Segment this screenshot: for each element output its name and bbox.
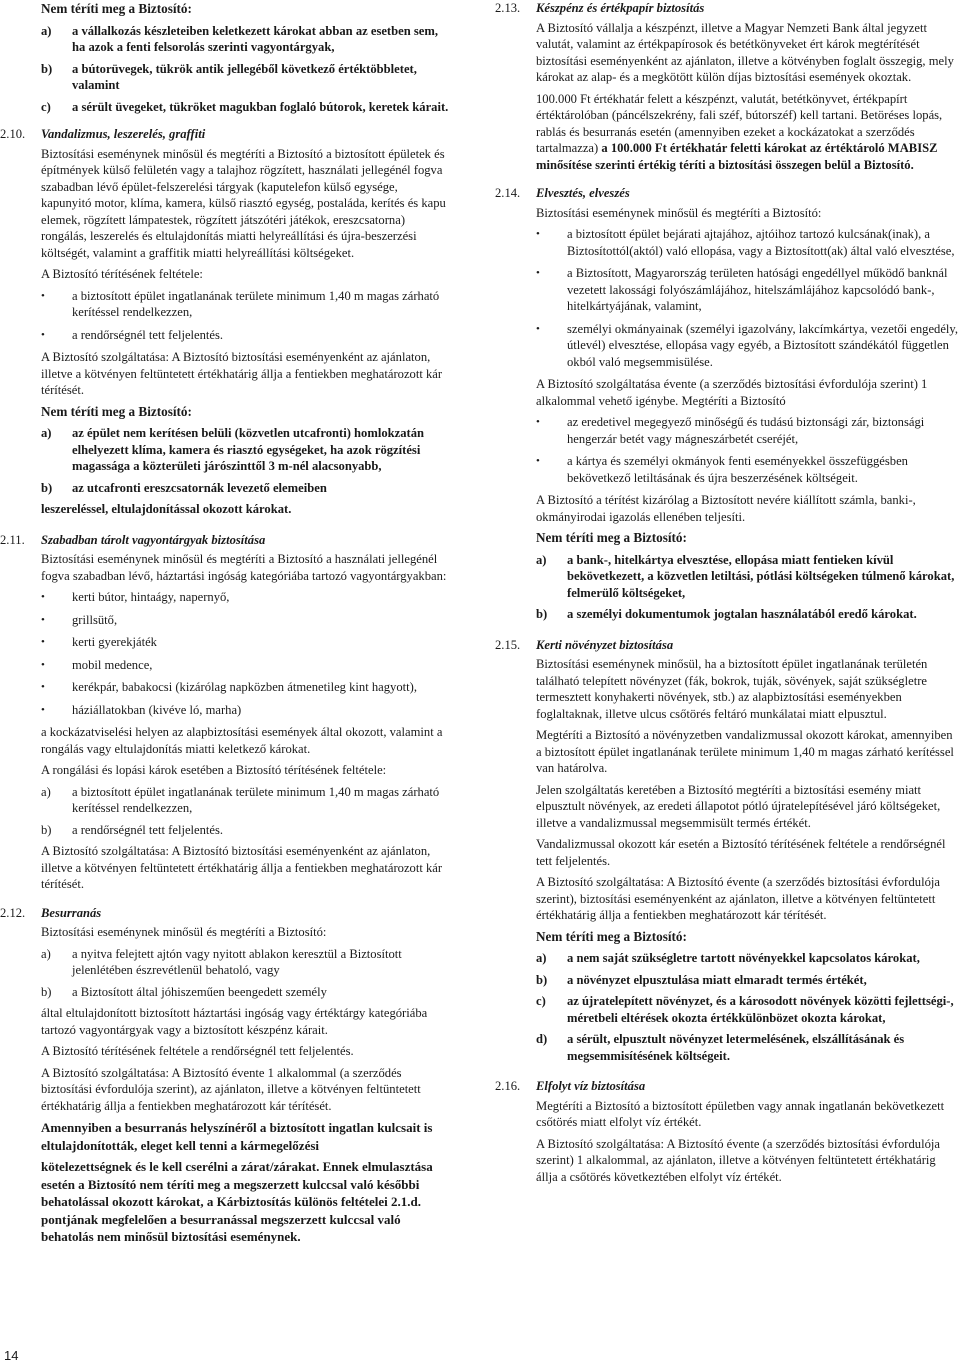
section-heading-2-11: 2.11. Szabadban tárolt vagyontárgyak biztosítása — [0, 532, 266, 547]
bullet-item: • személyi okmányainak (személyi igazolvány, lakcímkártya, vezetői engedély, útlevél) elvesztése, ellopása vagy egyéb, a Biztosított szándékától független okból való megsemmisülése. — [536, 321, 959, 369]
section-heading-2-13: 2.13. Készpénz és értékpapír biztosítás — [495, 1, 705, 15]
bullet-item: • a biztosított épület ingatlanának területe minimum 1,40 m magas zárható kerítéssel rendelkezzen, — [41, 288, 440, 319]
exclusion-item: b) a bútorüvegek, tükrök antik jellegéből következő értéktöbbletet, valamint — [41, 61, 417, 92]
paragraph: Biztosítási eseménynek minősül és megtéríti a Biztosító a használati jellegénél fogva szabadban lévő, háztartási ingóság kategóriába tartozó vagyontárgyakban: — [41, 552, 447, 583]
bullet-item: • grillsütő, — [41, 612, 118, 627]
paragraph: A Biztosító térítésének feltétele: — [41, 267, 203, 281]
paragraph: a kockázatviselési helyen az alapbiztosítási események által okozott, valamint a rongálás vagy eltulajdonítás miatti keletkező károkat. — [41, 725, 443, 756]
section-heading-2-10: 2.10. Vandalizmus, leszerelés, graffiti — [0, 127, 206, 141]
exclusion-item: a) a vállalkozás készleteiben keletkezett károkat abban az esetben sem, ha azok a fenti felsorolás szerinti vagyontárgyak, — [41, 23, 438, 54]
bullet-icon: • — [536, 267, 540, 279]
bullet-icon: • — [536, 228, 540, 240]
paragraph: Biztosítási eseménynek minősül, ha a biztosított épület ingatlanának területén található telepített növényzet (fák, bokrok, tuják, sövények, saját szükségletre termesztett konyhakerti növények, stb.) az alapbiztosítási eseményekben foglaltaknak, illetve ulcus csőtörés feltáró munkálatai miatt elpusztul. — [536, 657, 928, 721]
exclusions-header: Nem téríti meg a Biztosító: — [41, 1, 192, 16]
page-number: 14 — [4, 1348, 19, 1363]
exclusion-item: a) a bank-, hitelkártya elvesztése, ellopása miatt fentieken kívül bekövetkezett, a közvetlen letiltási, pótlási költségeken túlmenő károkat, felmerülő költségeket, — [536, 552, 955, 600]
bullet-icon: • — [536, 416, 540, 428]
exclusions-header: Nem téríti meg a Biztosító: — [41, 403, 192, 419]
exclusion-item: c) a sérült üvegeket, tükröket magukban foglaló bútorok, keretek kárait. — [41, 99, 449, 114]
bullet-item: • kerékpár, babakocsi (kizárólag napközben átmenetileg kint hagyott), — [41, 680, 417, 694]
bullet-item: • kerti bútor, hintaágy, napernyő, — [41, 590, 230, 604]
bold-paragraph: kötelezettségnek és le kell cserélni a zárat/zárakat. Ennek elmulasztása esetén a Biztosító nem téríti meg a megszerzett kulccsal való későbbi behatolással okozott károkat, a Kárbiztosítás különös feltételei 2.1.d. pontjának megfelelően a besurranással megszerzett kulccsal való behatolás nem minősül biztosítási eseménynek. — [41, 1159, 433, 1244]
section-heading-2-16: 2.16. Elfolyt víz biztosítása — [495, 1079, 646, 1093]
paragraph: A Biztosító a térítést kizárólag a Biztosított nevére kiállított számla, banki-, okmányirodai igazolás ellenében teljesíti. — [536, 493, 916, 524]
paragraph: Jelen szolgáltatás keretében a Biztosító megtéríti a biztosítási esemény miatt elpusztult növények, az eredeti állapotot pótló újratelepítésével járó költségeket, illetve a vandalizmussal megsemmisült termés értékét. — [536, 782, 941, 830]
paragraph: A Biztosító térítésének feltétele a rendőrségnél tett feljelentés. — [41, 1044, 354, 1058]
paragraph: által eltulajdonított biztosított háztartási ingóság vagy értéktárgy kategóriába tartozó vagyontárgyak vagy a biztosított készpénz kárait. — [41, 1006, 428, 1037]
exclusion-item: b) a személyi dokumentumok jogtalan használatából eredő károkat. — [536, 607, 917, 621]
paragraph: leszereléssel, eltulajdonítással okozott károkat. — [41, 502, 292, 516]
bold-paragraph: Amennyiben a besurranás helyszínéről a biztosított ingatlan kulcsait is eltulajdonították, eleget kell tenni a kármegelőzési — [41, 1120, 433, 1153]
paragraph: Megtéríti a Biztosító a biztosított épületben vagy annak ingatlanán bekövetkezett csőtörés miatt elfolyt víz értékét. — [536, 1098, 945, 1129]
list-item: a) a nyitva felejtett ajtón vagy nyitott ablakon keresztül a Biztosított jelenlétében észrevétlenül behatoló, vagy — [41, 946, 402, 977]
exclusion-item: d) a sérült, elpusztult növényzet letermelésének, elszállításának és megsemmisítésének költségeit. — [536, 1032, 905, 1063]
paragraph: A Biztosító szolgáltatása évente (a szerződés biztosítási évfordulója szerint) 1 alkalommal vehető igénybe. Megtéríti a Biztosító — [536, 377, 928, 408]
list-item: a) a biztosított épület ingatlanának területe minimum 1,40 m magas zárható kerítéssel rendelkezzen, — [41, 784, 440, 815]
paragraph: Megtéríti a Biztosító a növényzetben vandalizmussal okozott károkat, amennyiben a biztosított épület ingatlanának területe minimum 1,40 m magas zárható kerítéssel van határolva. — [536, 728, 954, 775]
paragraph: Biztosítási eseménynek minősül és megtéríti a Biztosító a biztosított épületek és építmények külső felületén vagy a talajhoz rögzített, használati jellegénél fogva szabadban lévő épület-felszerelési tárgyak (kaputelefon külső egysége, kapunyitó motor, klíma, kamera, külső riasztó egység, postaláda, kerítés és kapu elemek, rögzített lámpatestek, rögzített játszótéri játékok, ereszcsatorna) rongálás, leszerelés és eltulajdonítás miatti helyreállítási és újra-beszerzési költségét, valamint a graffitik miatti helyreállítási költségeket. — [41, 146, 446, 260]
bullet-item: • mobil medence, — [41, 657, 153, 672]
bullet-icon: • — [41, 636, 45, 648]
bullet-icon: • — [536, 322, 540, 335]
paragraph: Biztosítási eseménynek minősül és megtéríti a Biztosító: — [536, 205, 822, 220]
bullet-icon: • — [41, 681, 45, 693]
paragraph: A Biztosító szolgáltatása: A Biztosító biztosítási eseményenként az ajánlaton, illetve a kötvényen feltüntetett értékhatárig állja a fentiekben meghatározott kár térítését. — [41, 844, 443, 891]
section-heading-2-15: 2.15. Kerti növényzet biztosítása — [495, 637, 674, 652]
paragraph: Vandalizmussal okozott kár esetén a Biztosító térítésének feltétele a rendőrségnél tett feljelentés. — [536, 837, 946, 868]
bullet-item: • háziállatokban (kivéve ló, marha) — [41, 702, 242, 717]
paragraph: A Biztosító szolgáltatása: A Biztosító évente (a szerződés biztosítási évfordulója szerint) 1 alkalommal, az ajánlaton, illetve a kötvényen feltüntetett értékhatárig állja a csőtörés következtében elfolyt víz értékét. — [536, 1136, 940, 1184]
exclusions-header: Nem téríti meg a Biztosító: — [536, 530, 687, 545]
bullet-item: • az eredetivel megegyező minőségű és tudású biztonsági zár, biztonsági hengerzár betét vagy mágneszárbetét cseréjét, — [536, 415, 925, 446]
bullet-item: • kerti gyerekjáték — [41, 635, 157, 649]
bullet-item: • a rendőrségnél tett feljelentés. — [41, 327, 224, 342]
paragraph: A rongálási és lopási károk esetében a Biztosító térítésének feltétele: — [41, 763, 387, 777]
bullet-icon: • — [41, 289, 45, 302]
bullet-icon: • — [41, 328, 45, 341]
paragraph: 100.000 Ft értékhatár felett a készpénzt, valutát, betétkönyvet, értékpapírt értéktárolóban (páncélszekrény, fali széf, bútorszéf) kell tartani. Betöréses lopás, rablás és besurranás esetén (amennyiben ezeket a kockázatokat a szerződés tartalmazza) a 100.000 Ft értékhatár feletti károkat az értéktároló MABISZ minősítése szerinti értékig téríti a biztosítási összegen belül a Biztosító. — [536, 91, 943, 172]
exclusion-item: b) az utcafronti ereszcsatornák levezető elemeiben — [41, 480, 327, 495]
bullet-item: • a kártya és személyi okmányok fenti eseményekkel összefüggésben bekövetkező letiltásának és újra beszerzésének költségeit. — [536, 454, 908, 485]
exclusion-item: c) az újratelepített növényzet, és a károsodott növények közötti fejlettségi-, méretbeli eltérések okozta értékkülönbözet okozta károkat, — [536, 994, 954, 1025]
exclusion-item: a) a nem saját szükségletre tartott növényekkel kapcsolatos károkat, — [536, 951, 920, 965]
paragraph: A Biztosító szolgáltatása: A Biztosító biztosítási eseményenként az ajánlaton, illetve a kötvényen feltüntetett értékhatárig állja a fentiekben meghatározott kár térítését. — [41, 350, 443, 397]
paragraph: A Biztosító szolgáltatása: A Biztosító évente (a szerződés biztosítási évfordulója szerint), biztosítási eseményenként az ajánlaton, illetve a kötvényen feltüntetett értékhatárig állja a fentiekben meghatározott kár térítését. — [536, 875, 940, 922]
bullet-icon: • — [41, 703, 45, 716]
right-column — [495, 0, 960, 1190]
paragraph: A Biztosító szolgáltatása: A Biztosító évente 1 alkalommal (a szerződés biztosítási évfordulója szerint), az ajánlaton, illetve a kötvényen feltüntetett értékhatárig állja a fentiekben meghatározott kár térítését. — [41, 1065, 421, 1113]
bullet-item: • a Biztosított, Magyarország területen hatósági engedéllyel működő banknál vezetett lakossági folyószámlájához, hitelszámlájához kapcsolódó bank-, hitelkártyájának, valamint, — [536, 266, 948, 313]
list-item: b) a Biztosított által jóhiszeműen beengedett személy — [41, 984, 327, 999]
left-column — [0, 0, 450, 1250]
bullet-icon: • — [41, 658, 45, 671]
list-item: b) a rendőrségnél tett feljelentés. — [41, 822, 224, 837]
exclusion-item: b) a növényzet elpusztulása miatt elmaradt termés értékét, — [536, 972, 867, 987]
section-heading-2-12: 2.12. Besurranás — [0, 905, 102, 920]
bullet-item: • a biztosított épület bejárati ajtajához, ajtóihoz tartozó kulcsának(inak), a Biztosítottól(aktól) való ellopása, vagy a Biztosított(ak) által való elvesztése, — [536, 227, 955, 258]
bullet-icon: • — [41, 613, 45, 626]
exclusions-header: Nem téríti meg a Biztosító: — [536, 928, 687, 944]
bullet-icon: • — [41, 591, 45, 603]
exclusion-item: a) az épület nem kerítésen belüli (közvetlen utcafronti) homlokzatán elhelyezett klíma, kamera és riasztó egységeket, ha azok rögzítési magassága a közterületi járószinttől 3 m-nél alacsonyabb, — [41, 426, 425, 473]
paragraph: A Biztosító vállalja a készpénzt, illetve a Magyar Nemzeti Bank által jegyzett valutát, valamint az értékpapírosok és betétkönyveket ért károk megtérítését biztosítási eseményenként az ajánlaton, illetve a kötvényben foglalt összegig, mely károkat az alap- és a megkötött külön díjas biztosítási események okoztak. — [536, 20, 954, 84]
section-heading-2-14: 2.14. Elvesztés, elveszés — [495, 186, 630, 200]
bullet-icon: • — [536, 455, 540, 467]
paragraph: Biztosítási eseménynek minősül és megtéríti a Biztosító: — [41, 925, 327, 939]
